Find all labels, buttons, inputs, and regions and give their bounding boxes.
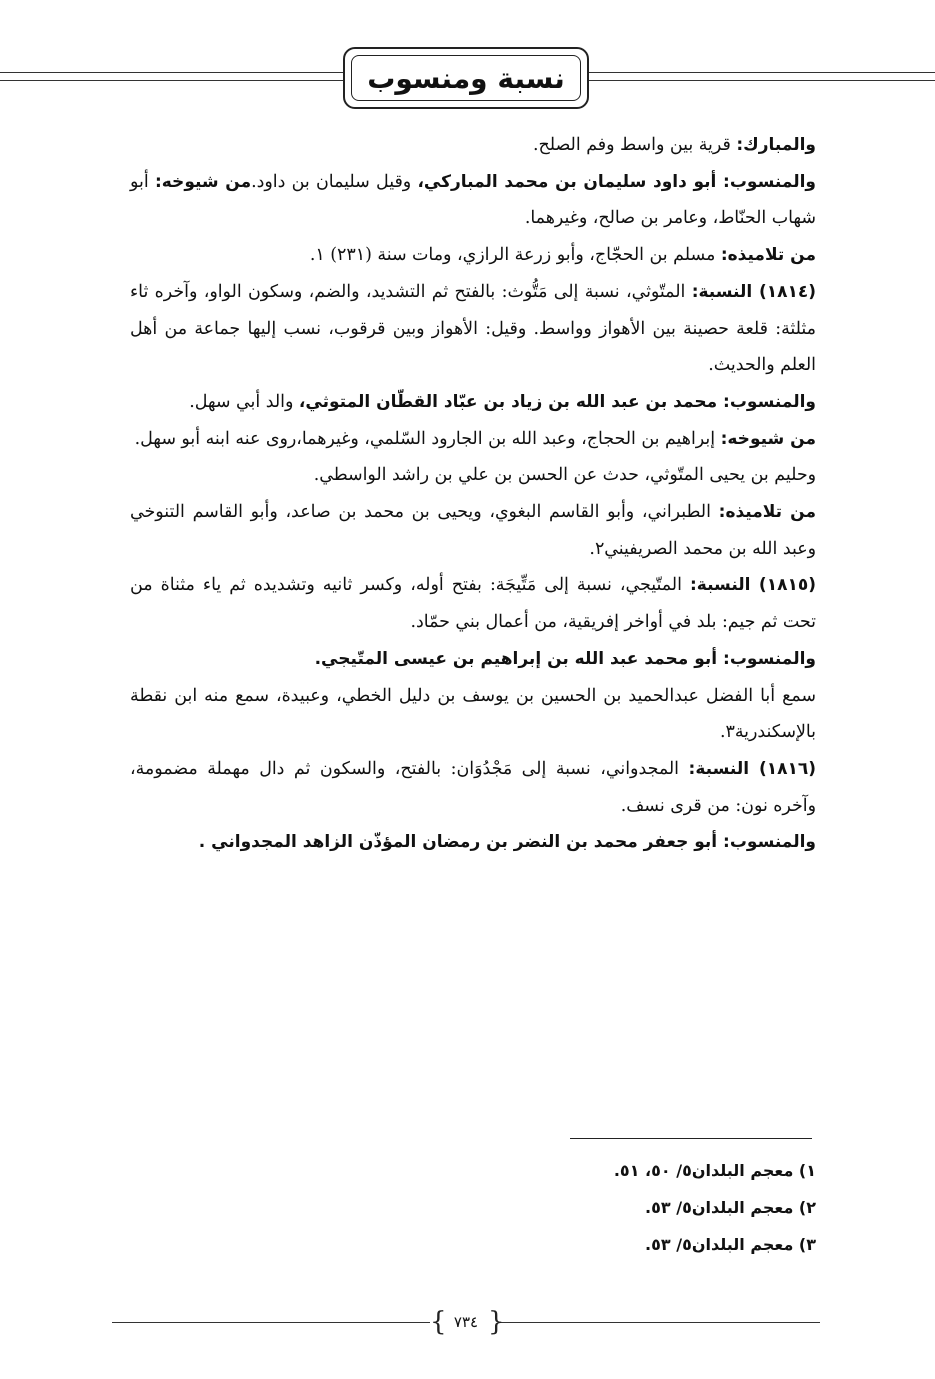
footnote-2: ٢) معجم البلدان٥/ ٥٣. (645, 1198, 816, 1217)
page-number-bracket-left: { (430, 1307, 447, 1337)
footnote-1: ١) معجم البلدان٥/ ٥٠، ٥١. (613, 1161, 816, 1180)
paragraph-label: (١٨١٦) النسبة: (688, 758, 817, 779)
paragraph-label: من شيوخه: (720, 428, 816, 449)
header-title-frame (343, 47, 589, 109)
footnote-3: ٣) معجم البلدان٥/ ٥٣. (645, 1235, 816, 1254)
paragraph-label: من تلاميذه: (720, 245, 816, 266)
entry-1815-nisba (130, 567, 816, 640)
paragraph-text: مسلم بن الحجّاج، وأبو زرعة الرازي، ومات سنة (٢٣١) ١. (309, 245, 721, 266)
entry-1816-mansub (130, 824, 816, 861)
page-number-rule-right (500, 1322, 820, 1323)
entry-1815-mansub (130, 641, 816, 678)
paragraph-label: (١٨١٤) النسبة: (691, 281, 817, 302)
paragraph-label: من تلاميذه: (718, 502, 817, 523)
page-number: ٧٣٤ (453, 1313, 479, 1331)
paragraph-text: المتّيجي، نسبة إلى مَتِّيجَة: بفتح أوله، وكسر ثانيه وتشديده ثم ياء مثناة من تحت ثم جيم: بلد في أواخر إفريقية، من أعمال بني حمّاد. (130, 575, 816, 633)
paragraph-label: والمبارك: (736, 135, 816, 155)
entry-1814-nisba (130, 274, 816, 384)
paragraph-label: والمنسوب: محمد بن عبد الله بن زياد بن عبّاد القطّان المتوثي، (298, 391, 816, 412)
page-header-title: نسبة ومنسوب (367, 61, 565, 95)
footnotes (430, 1152, 816, 1263)
entry-1814-teachers (130, 421, 816, 458)
entry-1814-students (130, 494, 816, 567)
header-title-inner-frame (351, 55, 581, 101)
main-text (130, 127, 816, 861)
paragraph-text: المتّوثي، نسبة إلى مَتُّوث: بالفتح ثم التشديد، والضم، وسكون الواو، وآخره ثاء مثلثة: قلعة حصينة بين الأهواز وواسط. وقيل: الأهواز وبين قرقوب، نسب إليها جماعة من أهل العلم والحديث. (130, 281, 816, 376)
paragraph-label: والمنسوب: أبو محمد عبد الله بن إبراهيم بن عيسى المتّيجي. (314, 648, 816, 669)
paragraph-students-mubaraki (130, 237, 816, 274)
paragraph-text: وقيل سليمان بن داود. (251, 171, 418, 192)
header-rule-left-top (0, 72, 343, 73)
paragraph-label: والمنسوب: أبو داود سليمان بن محمد المباركي، (417, 171, 817, 192)
paragraph-mansub-mubaraki (130, 164, 816, 237)
paragraph-text: والد أبي سهل. (189, 391, 299, 412)
paragraph-label: من شيوخه: (154, 171, 252, 192)
paragraph-text: الطبراني، وأبو القاسم البغوي، ويحيى بن محمد بن صاعد، وأبو القاسم التنوخي وعبد الله بن محمد الصريفيني٢. (130, 502, 816, 559)
paragraph-label: (١٨١٥) النسبة: (689, 575, 816, 596)
paragraph-text: إبراهيم بن الحجاج، وعبد الله بن الجارود السّلمي، وغيرهما،روى عنه ابنه أبو سهل. (134, 428, 721, 449)
entry-1814-mansub (130, 384, 816, 421)
paragraph-text: أبو شهاب الحنّاط، وعامر بن صالح، وغيرهما. (130, 171, 816, 229)
paragraph-text: المجدواني، نسبة إلى مَجْدُوَان: بالفتح، والسكون ثم دال مهملة مضمومة، وآخره نون: من قرى نسف. (130, 758, 816, 816)
entry-1814-halim (130, 457, 816, 494)
entry-1816-nisba (130, 751, 816, 824)
paragraph-text: وحليم بن يحيى المتّوثي، حدث عن الحسن بن علي بن راشد الواسطي. (313, 465, 816, 486)
paragraph-label: والمنسوب: أبو جعفر محمد بن النضر بن رمضان المؤذّن الزاهد المجدواني . (198, 832, 816, 853)
paragraph-text: قرية بين واسط وفم الصلح. (532, 135, 737, 155)
header-rule-left-bottom (0, 80, 343, 81)
paragraph-mubarak (130, 127, 816, 164)
footnote-separator (570, 1138, 812, 1139)
header-rule-right-bottom (589, 80, 935, 81)
paragraph-text: سمع أبا الفضل عبدالحميد بن الحسين بن يوسف بن دليل الخطي، وعبيدة، سمع منه ابن نقطة بالإسكندرية٣. (130, 685, 816, 743)
page-number-bracket-right: } (488, 1307, 505, 1337)
entry-1815-heard (130, 678, 816, 751)
header-rule-right-top (589, 72, 935, 73)
page-number-rule-left (112, 1322, 430, 1323)
